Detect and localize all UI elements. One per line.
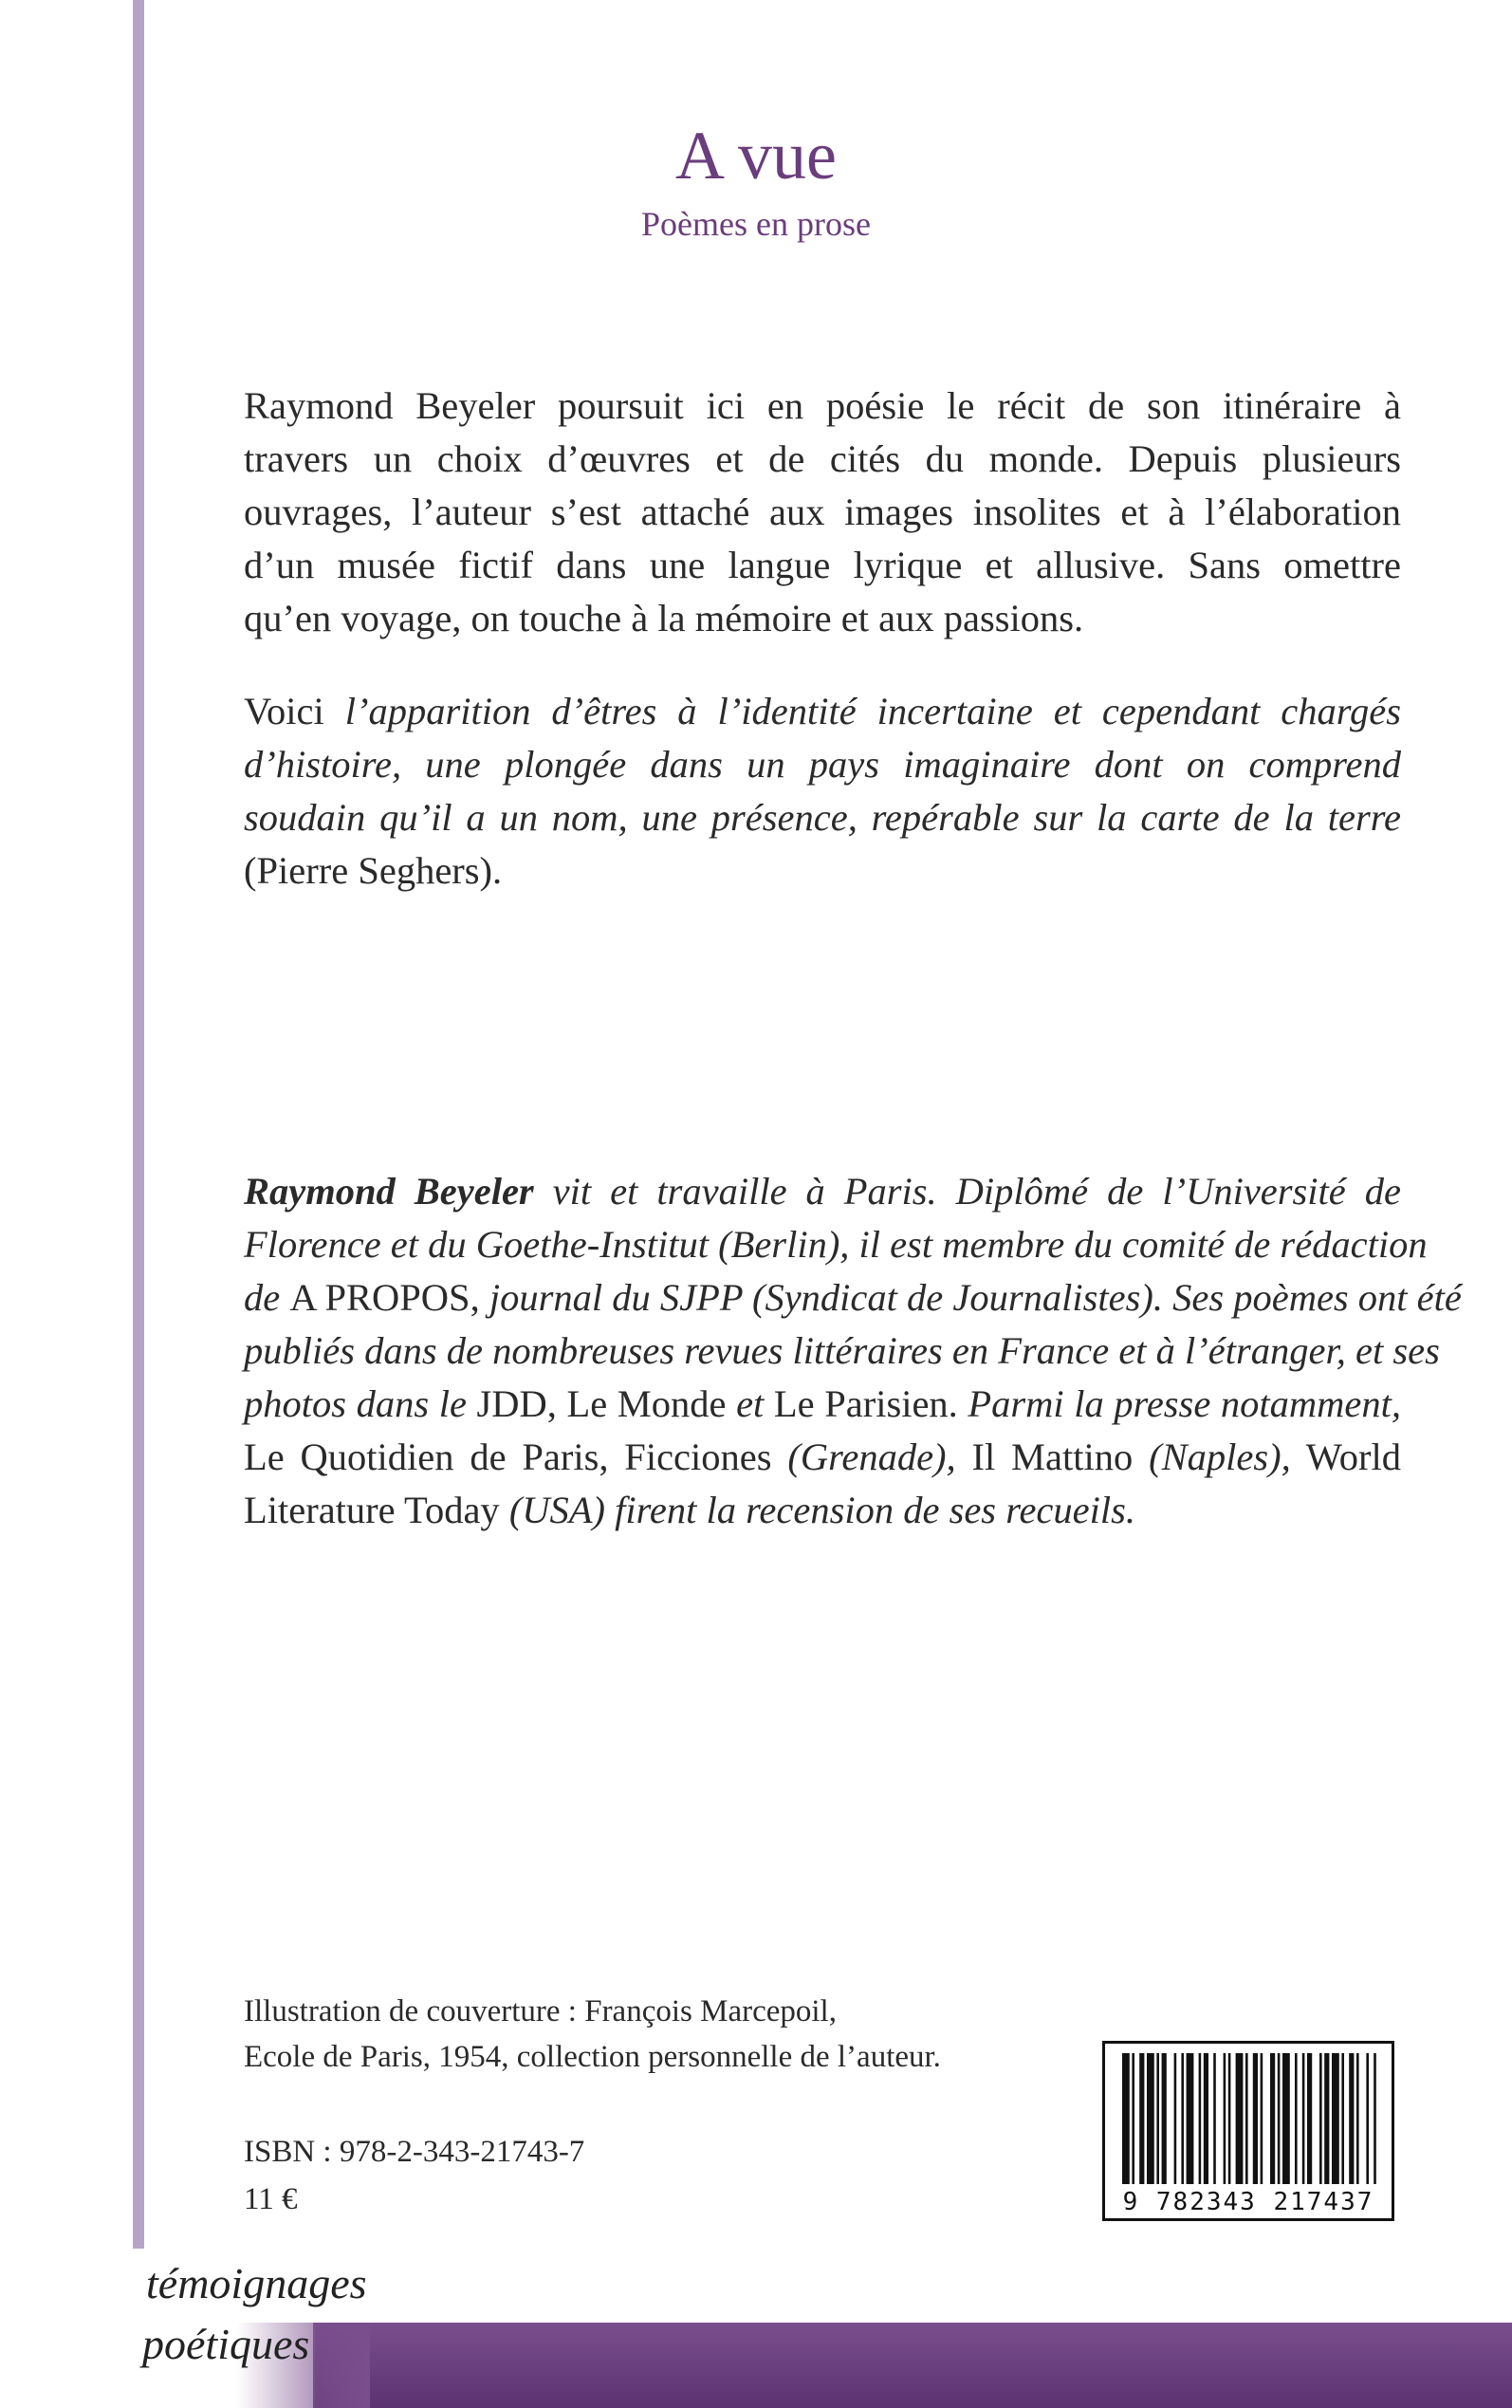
bio-text: Le Quotidien de Paris, Ficciones	[244, 1436, 772, 1478]
bio-text: Florence et du Goethe-Institut (Berlin), il est membre du comité de rédaction	[244, 1223, 1428, 1266]
bio-text: JDD, Le Monde	[476, 1382, 727, 1425]
bio-text: journal du SJPP (Syndicat de Journalistes). Ses poèmes ont été	[479, 1276, 1462, 1319]
bio-text: Literature Today	[244, 1489, 500, 1531]
summary-line: travers un choix d’œuvres et de cités du monde. Depuis plusieurs	[244, 437, 1401, 480]
quote-paragraph	[244, 685, 1401, 898]
bio-text: vit et travaille à Paris. Diplômé de l’Université de	[533, 1170, 1401, 1213]
bio-text: photos dans le	[244, 1382, 477, 1425]
bio-line	[244, 1431, 1401, 1484]
bio-text: publiés dans de nombreuses revues littéraires en France et à l’étranger, et ses	[244, 1329, 1440, 1372]
bio-line	[244, 1218, 1428, 1271]
book-subtitle: Poèmes en prose	[641, 205, 871, 243]
summary-paragraph	[244, 380, 1401, 645]
credit-line: Illustration de couverture : François Marcepoil,	[244, 1994, 837, 2028]
barcode-bars-icon	[1105, 2044, 1392, 2186]
quote-text: d’histoire, une plongée dans un pays imaginaire dont on comprend	[244, 743, 1401, 786]
bio-text: World	[1290, 1436, 1402, 1478]
quote-lead: Voici	[244, 690, 324, 732]
cover-credit	[244, 1989, 941, 2080]
summary-line: qu’en voyage, on touche à la mémoire et aux passions.	[244, 597, 1084, 639]
bio-line	[244, 1165, 1401, 1218]
collection-name: poétiques	[142, 2320, 310, 2368]
decorative-left-bar	[133, 0, 144, 2249]
summary-line: Raymond Beyeler poursuit ici en poésie le récit de son itinéraire à	[244, 384, 1401, 427]
bio-line	[244, 1484, 1401, 1537]
summary-line: d’un musée fictif dans une langue lyrique et allusive. Sans omettre	[244, 544, 1401, 586]
bio-text: Parmi la presse notamment,	[957, 1382, 1401, 1425]
bio-text: A PROPOS,	[289, 1276, 480, 1319]
summary-line: ouvrages, l’auteur s’est attaché aux images insolites et à l’élaboration	[244, 491, 1401, 533]
barcode-digits: 9 782343 217437	[1122, 2188, 1374, 2216]
quote-line	[244, 738, 1401, 791]
isbn: ISBN : 978-2-343-21743-7	[244, 2135, 585, 2169]
credit-line: Ecole de Paris, 1954, collection personnelle de l’auteur.	[244, 2040, 941, 2074]
bio-line	[244, 1271, 1462, 1324]
bio-text: Le Parisien.	[773, 1382, 958, 1425]
bio-line	[244, 1324, 1440, 1378]
quote-text: l’apparition d’êtres à l’identité incertaine et cependant chargés	[344, 690, 1401, 732]
quote-line	[244, 791, 1401, 844]
barcode	[1102, 2041, 1394, 2221]
quote-attribution: (Pierre Seghers).	[244, 849, 503, 892]
bio-text: (Naples),	[1133, 1436, 1291, 1478]
bio-line	[244, 1378, 1401, 1431]
collection-name: témoignages	[146, 2259, 367, 2307]
bio-text: et	[726, 1382, 774, 1425]
quote-line	[244, 685, 1401, 738]
bottom-color-band	[313, 2323, 1512, 2408]
author-bio	[244, 1165, 1462, 1537]
quote-text: soudain qu’il a un nom, une présence, repérable sur la carte de la terre	[244, 796, 1401, 839]
bio-text: de	[244, 1276, 290, 1319]
bio-text: Il Mattino	[955, 1436, 1134, 1478]
author-name: Raymond Beyeler	[244, 1170, 534, 1213]
price: 11 €	[244, 2182, 298, 2216]
book-title: A vue	[675, 118, 837, 194]
bio-text: (USA) firent la recension de ses recueils.	[499, 1489, 1136, 1531]
bio-text: (Grenade),	[771, 1436, 956, 1478]
